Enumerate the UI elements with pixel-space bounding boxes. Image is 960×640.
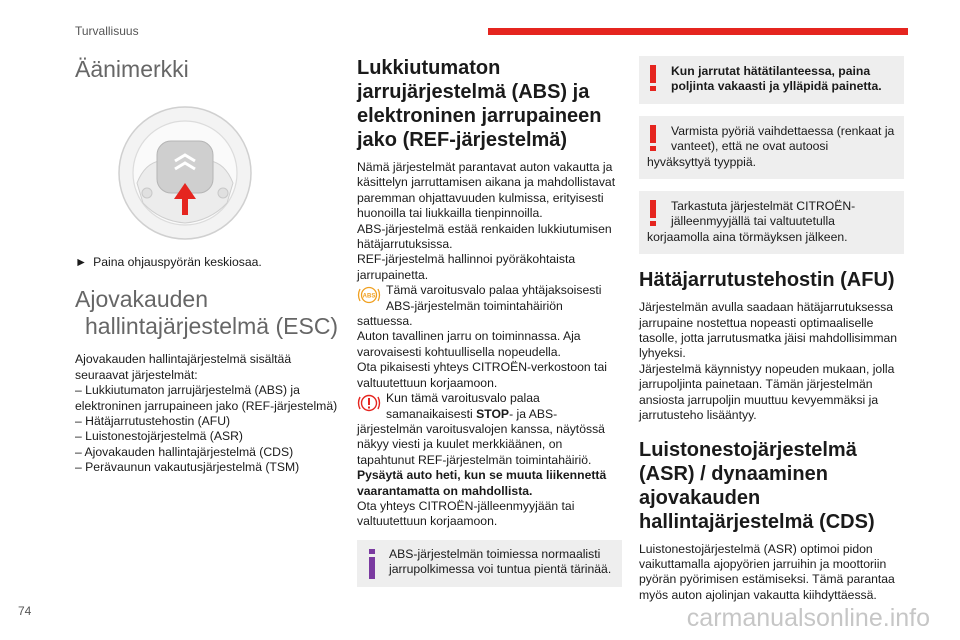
heading-asr: Luistonestojärjestelmä (ASR) / dynaaminen ajovakauden hallintajärjestelmä (CDS) bbox=[639, 438, 875, 533]
list-item: – Lukkiutumaton jarrujärjestelmä (ABS) ja elektroninen jarrupaineen jako (REF-järjestelmä) bbox=[75, 383, 338, 413]
column-middle bbox=[357, 56, 622, 587]
abs-paragraph-2: ABS-järjestelmä estää renkaiden lukkiutumisen hätäjarrutuksissa. bbox=[357, 221, 612, 252]
list-item: – Hätäjarrutustehostin (AFU) bbox=[75, 414, 231, 429]
asr-paragraph-1: Luistonestojärjestelmä (ASR) optimoi pidon vaikuttamalla ajopyörien jarruihin ja moottoriin pyörän pyörimisen estämiseksi. Tämä parantaa myös auton ajolinjan vakautta kiihdyttäessä. bbox=[639, 541, 895, 602]
heading-esc: Ajovakauden hallintajärjestelmä (ESC) bbox=[75, 286, 339, 340]
esc-intro: Ajovakauden hallintajärjestelmä sisältää seuraavat järjestelmät: bbox=[75, 352, 292, 382]
esc-list bbox=[75, 383, 340, 475]
abs-paragraph-4: Auton tavallinen jarru on toiminnassa. Aja varovaisesti kohtuullisella nopeudella. bbox=[357, 329, 581, 359]
heading-afu: Hätäjarrutustehostin (AFU) bbox=[639, 269, 895, 292]
info-icon bbox=[365, 549, 379, 579]
brake-warning-rest: järjestelmän varoitusvalojen kanssa, näytössä näkyy viesti ja kuulet merkkiäänen, on tapahtunut REF-järjestelmän toimintahäiriö. bbox=[357, 421, 605, 467]
brake-warning-icon bbox=[357, 392, 381, 414]
column-left bbox=[75, 56, 340, 476]
abs-paragraph-3: REF-järjestelmä hallinnoi pyöräkohtaista jarrupainetta. bbox=[357, 252, 576, 282]
stop-immediately-warning: Pysäytä auto heti, kun se muuta liikennettä vaarantamatta on mahdollista. bbox=[357, 468, 607, 498]
watermark: carmanualsonline.info bbox=[686, 604, 930, 632]
abs-paragraph-5: Ota pikaisesti yhteys CITROËN-verkostoon tai valtuutettuun korjaamoon. bbox=[357, 360, 607, 390]
abs-warning-light-text: ABS Tämä varoitusvalo palaa yhtäjaksoisesti ABS-järjestelmän toimintahäiriön bbox=[357, 283, 622, 314]
exclamation-icon bbox=[649, 200, 657, 226]
list-item: – Luistonestojärjestelmä (ASR) bbox=[75, 429, 243, 444]
abs-paragraph-1: Nämä järjestelmät parantavat auton vakautta ja käsittelyn jarruttamisen aikana ja mahdollistavat paremman ohjattavuuden kulmissa, erityisesti huonoilla tai liukkailla tienpinnoilla. bbox=[357, 160, 616, 221]
warning-box-wheels: Varmista pyöriä vaihdettaessa (renkaat ja vanteet), että ne ovat autoosi hyväksyttyä tyyppiä. bbox=[639, 116, 904, 179]
step-arrow-icon: ► bbox=[75, 255, 88, 269]
info-note: ABS-järjestelmän toimiessa normaalisti jarrupolkimessa voi tuntua pientä tärinää. bbox=[357, 540, 622, 587]
warning-box-collision: Tarkastuta järjestelmät CITROËN-jälleenmyyjällä tai valtuutetulla korjaamolla aina törmäyksen jälkeen. bbox=[639, 191, 904, 254]
abs-warning-icon bbox=[357, 284, 381, 306]
section-label: Turvallisuus bbox=[75, 24, 139, 38]
abs-paragraph-6: Ota yhteys CITROËN-jälleenmyyjään tai valtuutettuun korjaamoon. bbox=[357, 498, 575, 529]
page-number: 74 bbox=[18, 604, 32, 618]
abs-warning-rest: sattuessa. bbox=[357, 314, 413, 329]
afu-paragraph-1: Järjestelmän avulla saadaan hätäjarrutuksessa jarrupaine nostettua nopeasti optimaaliselle tasolle, jotta jarrutusmatka jäisi mahdollisimman lyhyeksi. bbox=[639, 300, 898, 361]
heading-abs: Lukkiutumaton jarrujärjestelmä (ABS) ja elektroninen jarrupaineen jako (REF-järjestelmä) bbox=[357, 57, 602, 151]
exclamation-icon bbox=[649, 125, 657, 151]
step-press-horn: ► Paina ohjauspyörän keskiosaa. bbox=[75, 255, 262, 269]
afu-paragraph-2: Järjestelmä käynnistyy nopeuden mukaan, jolla jarrupoljinta painetaan. Tämän järjestelmän ansiosta jarrupoljin muuttuu kevyemmäksi ja jarrutusteho lisääntyy. bbox=[639, 361, 895, 423]
brake-warning-light-text: Kun tämä varoitusvalo palaa samanaikaisesti STOP- ja ABS- bbox=[357, 391, 622, 422]
list-item: – Ajovakauden hallintajärjestelmä (CDS) bbox=[75, 444, 294, 459]
warning-box-emergency-braking: Kun jarrutat hätätilanteessa, paina poljinta vakaasti ja ylläpidä painetta. bbox=[639, 56, 904, 104]
svg-text:ABS: ABS bbox=[362, 293, 376, 300]
column-right bbox=[639, 56, 904, 603]
exclamation-icon bbox=[649, 65, 657, 91]
list-item: – Perävaunun vakautusjärjestelmä (TSM) bbox=[75, 460, 300, 475]
steering-wheel-illustration bbox=[115, 103, 255, 243]
accent-bar bbox=[488, 28, 908, 35]
heading-horn: Äänimerkki bbox=[75, 56, 189, 82]
